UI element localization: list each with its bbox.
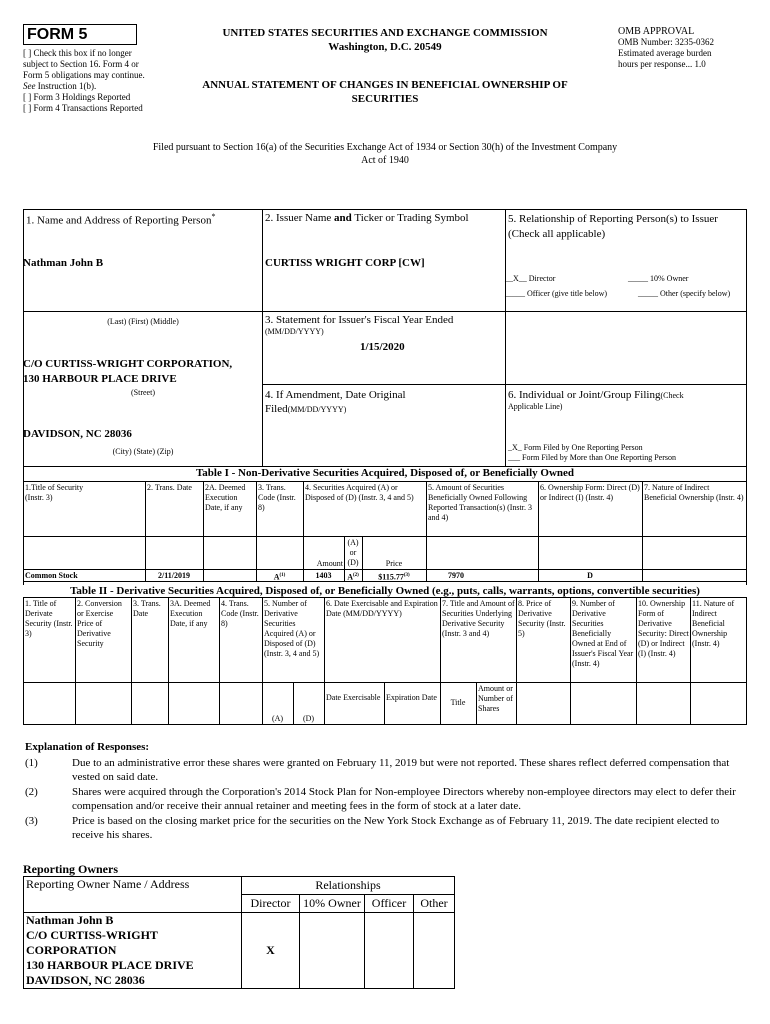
owners-table	[23, 876, 455, 989]
one-person-check[interactable]: _X_ Form Filed by One Reporting Person	[508, 443, 643, 452]
t2-col5: 5. Number of Derivative Securities Acquired (A) or Disposed of (D) (Instr. 3, 4 and 5)	[264, 599, 320, 658]
t2-col2: 2. Conversion or Exercise Price of Derivative Security	[77, 599, 122, 648]
box5-label: 5. Relationship of Reporting Person(s) to Issuer (Check all applicable)	[508, 213, 718, 240]
owners-col-officer: Officer	[365, 895, 414, 913]
t2-col1: 1. Title of Derivate Security (Instr. 3)	[25, 599, 73, 638]
explanation-title: Explanation of Responses:	[25, 741, 150, 753]
ten-pct-check[interactable]: _____ 10% Owner	[628, 274, 689, 283]
owner-ten-mark	[300, 913, 365, 989]
t2-sub-title: Title	[450, 698, 466, 707]
t2-sub-a: (A)	[271, 714, 284, 723]
t2-col4: 4. Trans. Code (Instr. 8)	[221, 599, 259, 628]
explanation-item-3: (3) Price is based on the closing market price for the securities on the New York Stock Exchange as of February 11, 2019. The date recipient elected to receive his shares.	[25, 815, 720, 841]
t2-col9: 9. Number of Derivative Securities Beneficially Owned at End of Issuer's Fiscal Year (Instr. 4)	[572, 599, 634, 668]
t1-col2a: 2A. Deemed Execution Date, if any	[205, 483, 246, 512]
t1-sub-amount: Amount	[316, 559, 343, 568]
t2-col6: 6. Date Exercisable and Expiration Date (MM/DD/YYYY)	[326, 599, 438, 618]
name-hint: (Last) (First) (Middle)	[107, 317, 179, 326]
explanation-item-2: (2) Shares were acquired through the Corporation's 2014 Stock Plan for Non-employee Directors whereby non-employee directors may elect to defer their compensation and/or receive their annual retainer and meeting fees in the form of stock at a later date.	[25, 786, 736, 812]
box3-label: 3. Statement for Issuer's Fiscal Year Ended	[265, 314, 454, 326]
t1-code: $A^{(1)}$	[273, 572, 286, 582]
t1-col4: 4. Securities Acquired (A) or Disposed of (D) (Instr. 3, 4 and 5)	[305, 483, 414, 502]
checkbox-form3[interactable]: [ ] Form 3 Holdings Reported	[23, 92, 131, 102]
officer-check[interactable]: _____ Officer (give title below)	[505, 289, 608, 298]
other-check[interactable]: _____ Other (specify below)	[638, 289, 731, 298]
owner-director-mark: X	[242, 913, 300, 989]
city-hint: (City) (State) (Zip)	[112, 447, 174, 456]
t1-date: 2/11/2019	[157, 571, 190, 580]
t2-sub-amount: Amount or Number of Shares	[478, 684, 513, 713]
checkbox-section16[interactable]: [ ] Check this box if no longer subject to Section 16. Form 4 or Form 5 obligations may continue. See Instruction 1(b).	[23, 48, 145, 91]
box1-label: 1. Name and Address of Reporting Person*	[26, 212, 216, 227]
t2-col8: 8. Price of Derivative Security (Instr. 5)	[518, 599, 566, 638]
statement-title: ANNUAL STATEMENT OF CHANGES IN BENEFICIAL OWNERSHIP OF SECURITIES	[202, 79, 568, 105]
t2-col10: 10. Ownership Form of Derivative Security: Direct (D) or Indirect (I) (Instr. 4)	[638, 599, 689, 658]
t1-form: D	[587, 571, 593, 580]
t1-owned: 7970	[448, 571, 464, 580]
t2-sub-d: (D)	[302, 714, 315, 723]
issuer-name: CURTISS WRIGHT CORP [CW]	[265, 257, 425, 269]
fiscal-year-end: 1/15/2020	[360, 341, 405, 353]
t1-aord: $A^{(2)}$	[347, 572, 359, 582]
t1-col3: 3. Trans. Code (Instr. 8)	[258, 483, 296, 512]
form-checkboxes	[23, 48, 151, 114]
form-title: FORM 5	[27, 26, 88, 43]
explanation-item-1: (1) Due to an administrative error these shares were granted on February 11, 2019 but were not reported. These shares reflect deferred compensation that vested on said date.	[25, 757, 730, 783]
t2-sub-expiration: Expiration Date	[386, 693, 437, 702]
table1-title: Table I - Non-Derivative Securities Acquired, Disposed of, or Beneficially Owned	[195, 467, 575, 479]
owner-other-mark	[414, 913, 455, 989]
form-title-box	[23, 24, 137, 45]
street-hint: (Street)	[131, 388, 155, 397]
owners-col-director: Director	[242, 895, 300, 913]
owners-col-ten: 10% Owner	[300, 895, 365, 913]
table2-title: Table II - Derivative Securities Acquired, Disposed of, or Beneficially Owned (e.g., puts, calls, warrants, options, convertible securities)	[70, 585, 700, 597]
t1-amount: 1403	[315, 571, 332, 580]
box6-label: 6. Individual or Joint/Group Filing(Check Applicable Line)	[508, 389, 684, 411]
owners-col-rel: Relationships	[242, 877, 455, 895]
t2-col3: 3. Trans. Date	[133, 599, 161, 618]
t1-col1: 1.Title of Security (Instr. 3)	[25, 483, 84, 502]
filed-pursuant: Filed pursuant to Section 16(a) of the Securities Exchange Act of 1934 or Section 30(h) of the Investment Company Act of 1940	[152, 142, 618, 166]
t2-col7: 7. Title and Amount of Securities Underlying Derivative Security (Instr. 3 and 4)	[442, 599, 515, 638]
owner-officer-mark	[365, 913, 414, 989]
owner-address: Nathman John B C/O CURTISS-WRIGHT CORPORATION 130 HARBOUR PLACE DRIVE DAVIDSON, NC 28036	[24, 913, 242, 989]
director-check[interactable]: __X__ Director	[505, 274, 556, 283]
t1-col2: 2. Trans. Date	[147, 483, 192, 492]
agency-title: UNITED STATES SECURITIES AND EXCHANGE COMMISSION Washington, D.C. 20549	[222, 27, 548, 53]
owners-col-name: Reporting Owner Name / Address	[24, 877, 242, 913]
t2-col3a: 3A. Deemed Execution Date, if any	[170, 599, 211, 628]
t2-col11: 11. Nature of Indirect Beneficial Ownership (Instr. 4)	[692, 599, 735, 648]
box3-hint: (MM/DD/YYYY)	[265, 327, 324, 336]
t1-sub-price: Price	[385, 559, 403, 568]
t2-sub-exercisable: Date Exercisable	[326, 693, 381, 702]
box2-label: 2. Issuer Name and Ticker or Trading Symbol	[265, 212, 469, 224]
street-address: C/O CURTISS-WRIGHT CORPORATION, 130 HARBOUR PLACE DRIVE	[23, 358, 233, 385]
city-state-zip: DAVIDSON, NC 28036	[23, 428, 132, 440]
owners-col-other: Other	[414, 895, 455, 913]
multiple-person-check[interactable]: ___ Form Filed by More than One Reporting Person	[508, 453, 676, 462]
t1-col5: 5. Amount of Securities Beneficially Owned Following Reported Transaction(s) (Instr. 3 and 4)	[428, 483, 532, 522]
reporting-person-name: Nathman John B	[23, 257, 104, 269]
checkbox-form4[interactable]: [ ] Form 4 Transactions Reported	[23, 103, 143, 113]
t1-col6: 6. Ownership Form: Direct (D) or Indirect (I) (Instr. 4)	[540, 483, 640, 502]
t1-price: $115.77$^{(3)}$	[378, 572, 410, 582]
t1-sub-aord: (A) or (D)	[347, 538, 359, 567]
omb-approval: OMB APPROVAL OMB Number: 3235-0362 Estimated average burden hours per response... 1.0	[618, 26, 714, 69]
explanation-list	[25, 756, 745, 842]
t1-security: Common Stock	[25, 571, 78, 580]
box4-label: 4. If Amendment, Date Original Filed(MM/DD/YYYY)	[265, 389, 406, 415]
t1-col7: 7. Nature of Indirect Beneficial Ownership (Instr. 4)	[644, 483, 744, 502]
owners-title: Reporting Owners	[23, 862, 118, 876]
